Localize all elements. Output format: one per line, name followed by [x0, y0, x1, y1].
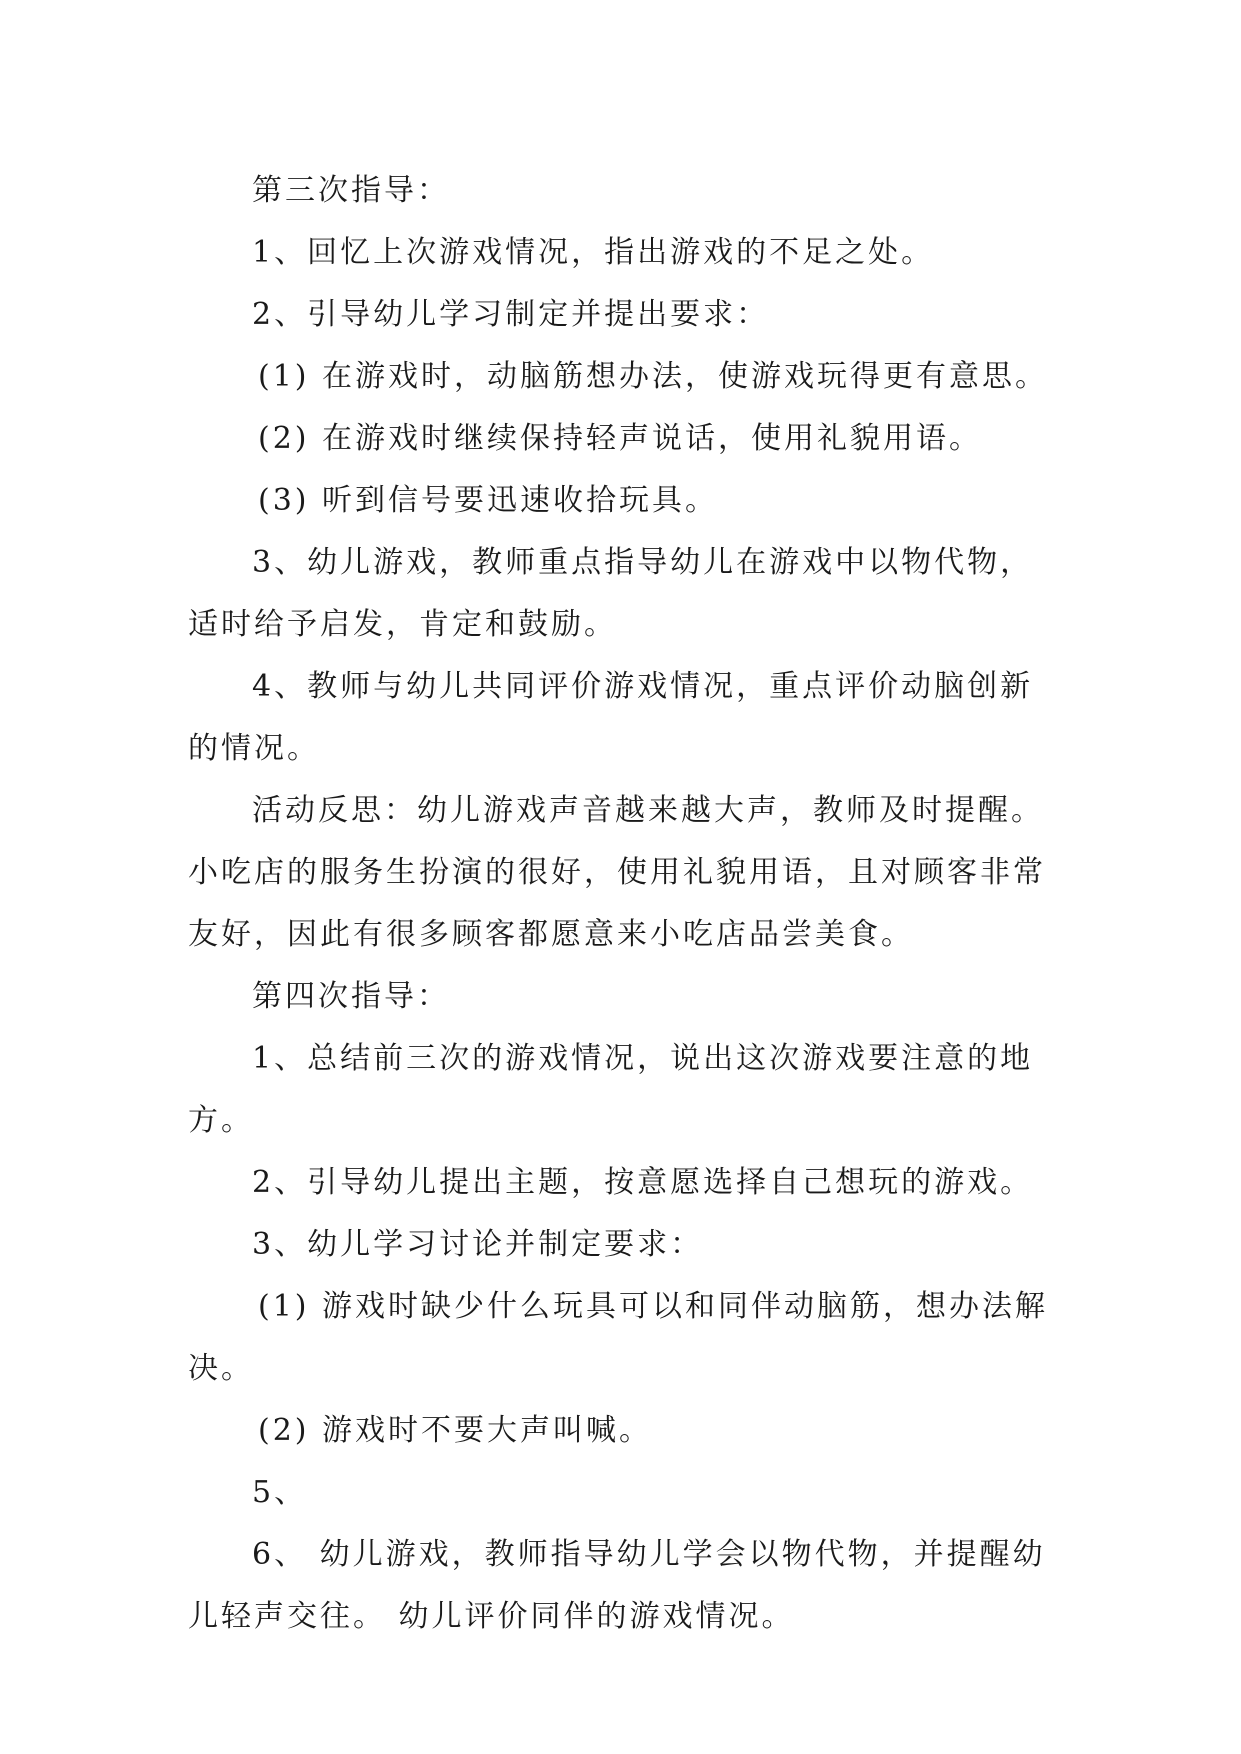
requirement-item: (2) 游戏时不要大声叫喊。 [258, 1413, 653, 1448]
paragraph: 2、引导幼儿提出主题，按意愿选择自己想玩的游戏。 [252, 1165, 1034, 1200]
paragraph: 1、回忆上次游戏情况，指出游戏的不足之处。 [252, 235, 935, 270]
requirement-item: (1) 在游戏时，动脑筋想办法，使游戏玩得更有意思。 [258, 359, 1049, 394]
reflection-paragraph: 活动反思：幼儿游戏声音越来越大声，教师及时提醒。小吃店的服务生扮演的很好，使用礼貌用语，且对顾客非常友好，因此有很多顾客都愿意来小吃店品尝美食。 [188, 793, 1046, 952]
section-heading-fourth-guidance: 第四次指导： [252, 979, 450, 1014]
section-heading-third-guidance: 第三次指导： [252, 173, 450, 208]
paragraph: 2、引导幼儿学习制定并提出要求： [252, 297, 770, 332]
paragraph: 3、幼儿学习讨论并制定要求： [252, 1227, 704, 1262]
requirement-item: (2) 在游戏时继续保持轻声说话，使用礼貌用语。 [258, 421, 983, 456]
requirement-item: (3) 听到信号要迅速收拾玩具。 [258, 483, 719, 518]
paragraph: 6、 幼儿游戏，教师指导幼儿学会以物代物，并提醒幼儿轻声交往。 幼儿评价同伴的游戏情况。 [188, 1537, 1046, 1634]
requirement-item: (1) 游戏时缺少什么玩具可以和同伴动脑筋，想办法解决。 [188, 1289, 1049, 1386]
paragraph: 3、幼儿游戏，教师重点指导幼儿在游戏中以物代物，适时给予启发，肯定和鼓励。 [188, 545, 1034, 642]
paragraph: 5、 [252, 1475, 308, 1510]
document-body [188, 160, 1058, 1648]
paragraph: 1、总结前三次的游戏情况，说出这次游戏要注意的地方。 [188, 1041, 1034, 1138]
paragraph: 4、教师与幼儿共同评价游戏情况，重点评价动脑创新的情况。 [188, 669, 1034, 766]
